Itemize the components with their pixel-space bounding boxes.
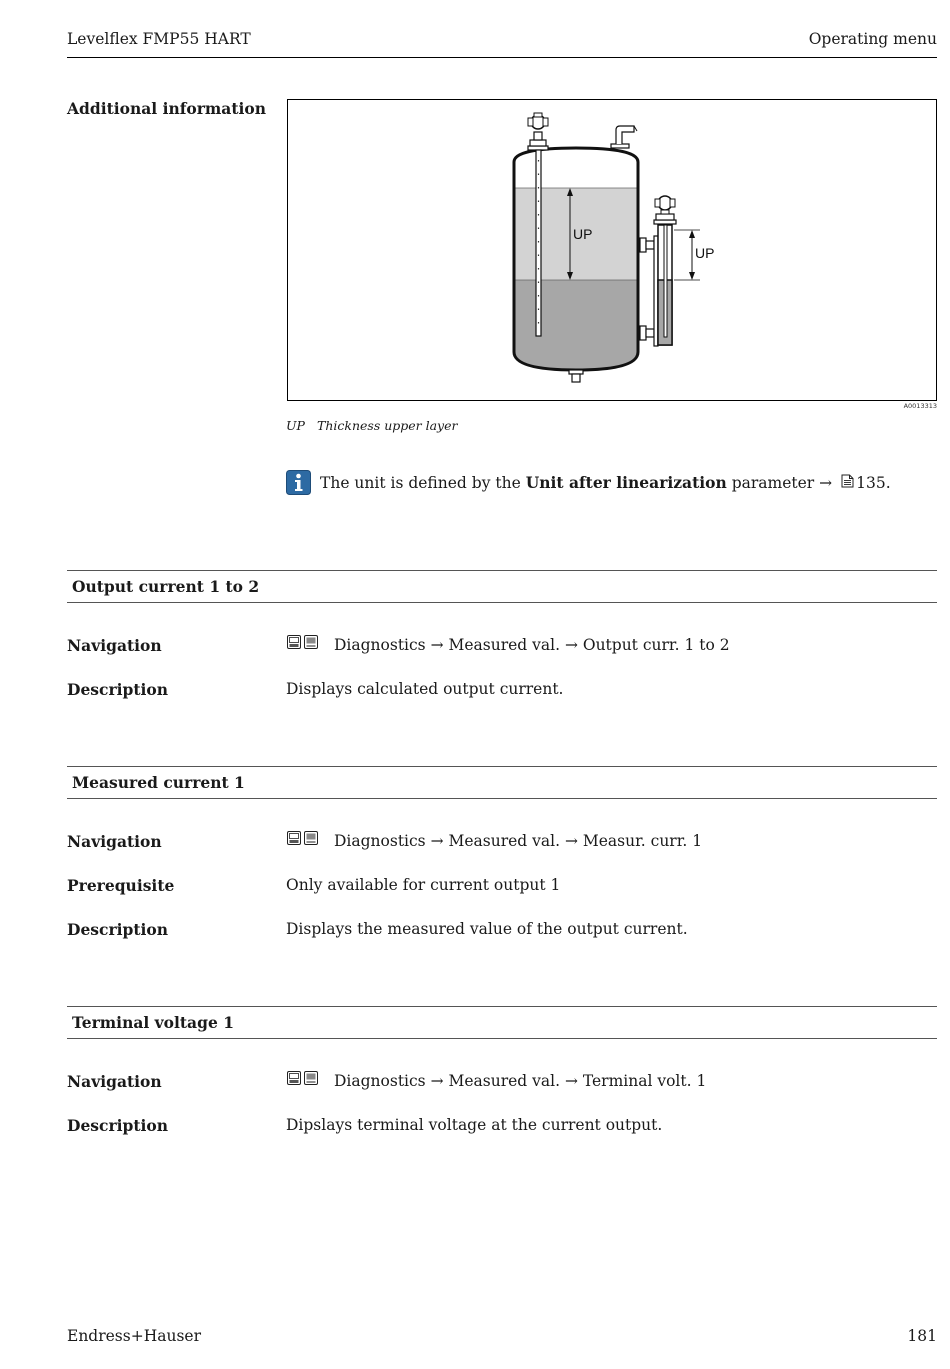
description-label: Description	[67, 680, 169, 699]
description-text: Displays calculated output current.	[286, 680, 564, 698]
header-rule	[67, 57, 937, 58]
navigation-path-text: Diagnostics → Measured val. → Terminal volt. 1	[334, 1071, 707, 1090]
page-number: 181	[907, 1327, 937, 1345]
legend-key: UP	[286, 418, 305, 433]
navigation-path-text: Diagnostics → Measured val. → Measur. curr. 1	[334, 831, 703, 850]
note-page-ref[interactable]: 135.	[856, 473, 891, 492]
figure-id: A0013313	[903, 402, 937, 410]
prerequisite-text: Only available for current output 1	[286, 876, 561, 894]
navigation-path	[287, 635, 730, 654]
description-text: Dipslays terminal voltage at the current output.	[286, 1116, 663, 1134]
bypass-chamber	[640, 196, 676, 346]
info-icon	[286, 470, 311, 495]
legend-text: Thickness upper layer	[317, 418, 458, 433]
operating-tool-icons	[287, 831, 319, 850]
section-title: Terminal voltage 1	[72, 1013, 234, 1032]
tank-diagram	[288, 100, 936, 400]
additional-information-label: Additional information	[67, 99, 267, 118]
navigation-path	[287, 831, 702, 850]
section-title: Output current 1 to 2	[72, 577, 260, 596]
document-page-icon	[841, 474, 854, 492]
display-module-icon	[305, 1072, 318, 1085]
prerequisite-label: Prerequisite	[67, 876, 175, 895]
section-header-output-current	[67, 570, 937, 603]
note-text-before: The unit is defined by the	[320, 473, 521, 492]
section-title: Measured current 1	[72, 773, 245, 792]
operating-tool-icons	[287, 635, 319, 654]
navigation-path	[287, 1071, 706, 1090]
section-header-measured-current	[67, 766, 937, 799]
note-text-after: parameter →	[731, 473, 833, 492]
display-module-icon	[305, 832, 318, 845]
note-parameter-name: Unit after linearization	[525, 473, 727, 492]
top-nozzle	[611, 126, 637, 148]
navigation-label: Navigation	[67, 832, 162, 851]
section-header-terminal-voltage	[67, 1006, 937, 1039]
description-text: Displays the measured value of the output current.	[286, 920, 688, 938]
navigation-label: Navigation	[67, 1072, 162, 1091]
description-label: Description	[67, 920, 169, 939]
operating-tool-icon	[288, 636, 301, 649]
navigation-label: Navigation	[67, 636, 162, 655]
tank-figure	[287, 99, 937, 401]
operating-tool-icons	[287, 1071, 319, 1090]
info-note	[286, 470, 891, 495]
up-label-inner: UP	[573, 226, 593, 242]
operating-tool-icon	[288, 1072, 301, 1085]
footer-brand: Endress+Hauser	[67, 1327, 201, 1345]
description-label: Description	[67, 1116, 169, 1135]
header-product-title: Levelflex FMP55 HART	[67, 30, 251, 48]
navigation-path-text: Diagnostics → Measured val. → Output curr. 1 to 2	[334, 635, 730, 654]
operating-tool-icon	[288, 832, 301, 845]
figure-legend	[286, 418, 458, 433]
display-module-icon	[305, 636, 318, 649]
lower-layer	[514, 280, 638, 370]
header-chapter-title: Operating menu	[808, 30, 937, 48]
up-label-outer: UP	[695, 245, 715, 261]
